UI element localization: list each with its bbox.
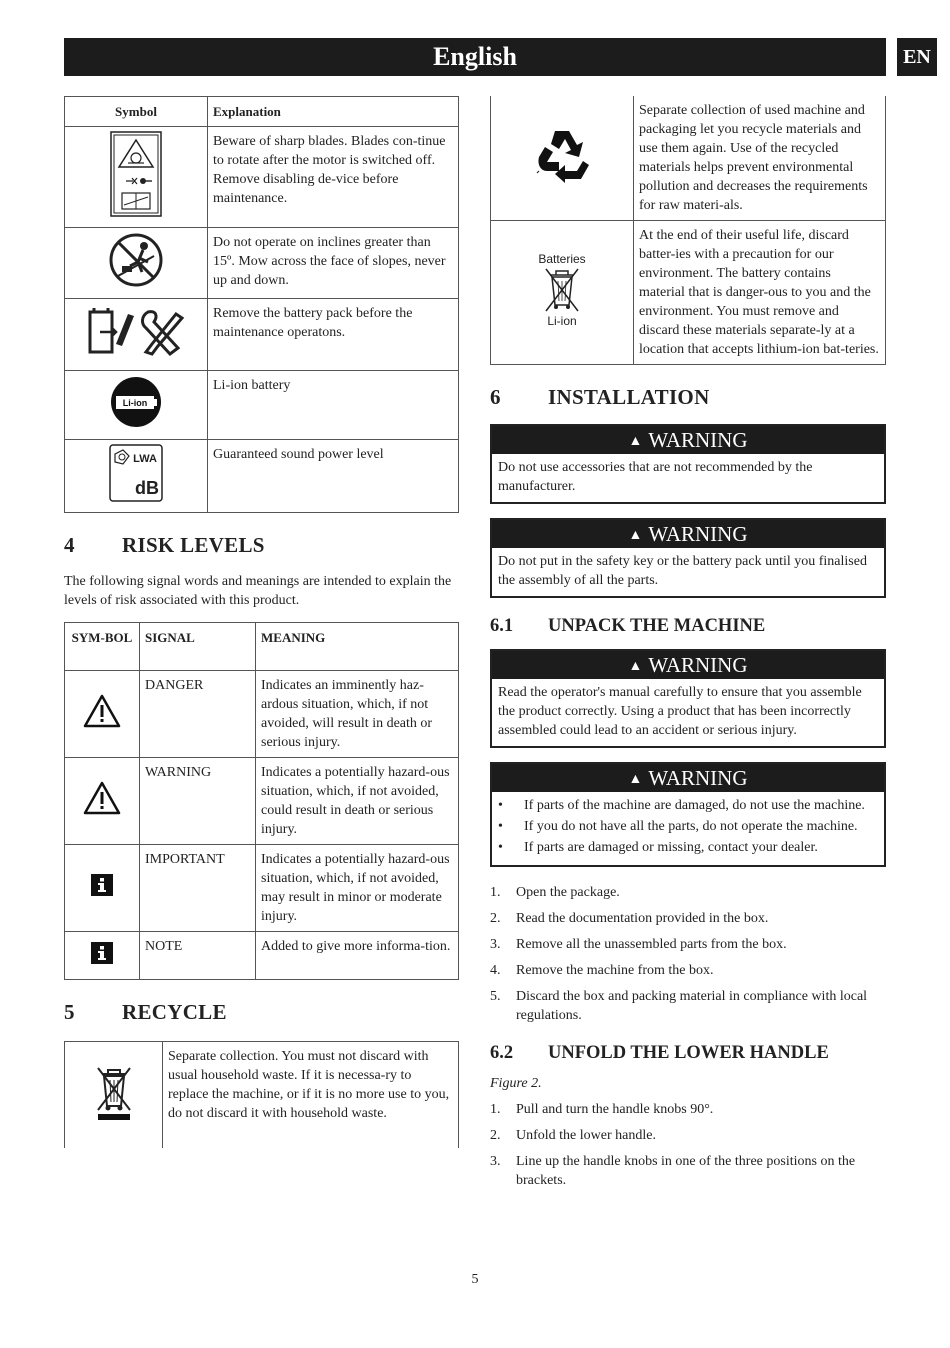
recycle-icon	[533, 127, 591, 183]
svg-text:dB: dB	[135, 478, 159, 498]
svg-text:Li-ion: Li-ion	[122, 398, 148, 408]
section-heading: 4 RISK LEVELS	[64, 533, 265, 557]
battery-bin-icon	[530, 251, 594, 329]
symbol-explanation: Guaranteed sound power level	[208, 440, 459, 513]
symbol-explanation: Do not operate on inclines greater than 15º. Mow across the face of slopes, never up and down.	[208, 228, 459, 299]
list-item: 3. Remove all the unassembled parts from the box.	[490, 937, 787, 952]
signal-column-header: SIGNAL	[140, 623, 256, 671]
list-item: • If parts are damaged or missing, contact your dealer.	[498, 840, 818, 855]
signal-word: NOTE	[140, 932, 256, 980]
warning-header: ▲ WARNING	[492, 520, 884, 548]
meaning-column-header: MEANING	[256, 623, 459, 671]
page-header	[64, 38, 886, 76]
recycle-text: Separate collection. You must not discard with usual household waste. If it is necessa-ry to replace the machine, or if it is no more use to you, do not discard it with household waste.	[163, 1042, 459, 1148]
list-item: 2. Read the documentation provided in the box.	[490, 911, 769, 926]
sound-power-level-icon	[109, 444, 163, 502]
warning-box	[490, 649, 886, 748]
warning-box	[490, 424, 886, 504]
warning-header: ▲ WARNING	[492, 764, 884, 792]
list-item: 1. Pull and turn the handle knobs 90°.	[490, 1102, 714, 1117]
battery-disposal-text: At the end of their useful life, discard batter-ies with a precaution for our environment. The battery contains material that is danger-ous to you and the environment. You must remove and discard these materials separate-ly at a location that accepts lithium-ion bat-teries.	[634, 221, 886, 365]
subsection-heading: 6.1 UNPACK THE MACHINE	[490, 616, 766, 636]
list-item: • If you do not have all the parts, do not operate the machine.	[498, 819, 858, 834]
header-title: English	[433, 42, 517, 71]
risk-table	[64, 622, 459, 980]
warning-icon: ▲	[628, 659, 643, 674]
warning-icon: ▲	[628, 434, 643, 449]
signal-meaning: Added to give more informa-tion.	[256, 932, 459, 980]
warning-header: ▲ WARNING	[492, 651, 884, 679]
signal-meaning: Indicates a potentially hazard-ous situation, which, if not avoided, could result in death or serious injury.	[256, 758, 459, 845]
page-number: 5	[471, 1272, 479, 1287]
unpack-steps	[490, 883, 886, 1025]
right-column	[490, 96, 886, 1197]
remove-battery-maintenance-icon	[86, 304, 186, 360]
signal-meaning: Indicates a potentially hazard-ous situation, which, if not avoided, may result in minor or moderate injury.	[256, 845, 459, 932]
warning-text: Read the operator's manual carefully to ensure that you assemble the product correctly. Using a product that has been incorrectly assembled could lead to an accident or serious injury.	[498, 685, 862, 738]
list-item: • If parts of the machine are damaged, do not use the machine.	[498, 798, 865, 813]
symbol-explanation: Remove the battery pack before the maintenance operatons.	[208, 299, 459, 371]
svg-text:LWA: LWA	[133, 453, 157, 465]
handle-steps	[490, 1100, 886, 1190]
warning-triangle-icon	[83, 694, 121, 728]
warning-text: Do not use accessories that are not recommended by the manufacturer.	[498, 460, 813, 494]
svg-text:Batteries: Batteries	[538, 251, 586, 266]
list-item: 1. Open the package.	[490, 885, 620, 900]
symbol-explanation: Beware of sharp blades. Blades con-tinue to rotate after the motor is switched off. Remove disabling de-vice before maintenance.	[208, 127, 459, 228]
signal-word: WARNING	[140, 758, 256, 845]
warning-box	[490, 518, 886, 598]
warning-list	[492, 792, 884, 865]
warning-box	[490, 762, 886, 867]
warning-text: Do not put in the safety key or the battery pack until you finalised the assembly of all the parts.	[498, 554, 867, 588]
symbol-header: Symbol	[65, 97, 208, 127]
no-slope-icon	[108, 232, 164, 288]
info-icon	[91, 874, 113, 896]
figure-reference: Figure 2.	[490, 1076, 542, 1091]
symbol-explanation: Li-ion battery	[208, 371, 459, 440]
section-heading: 6 INSTALLATION	[490, 385, 710, 409]
section-heading: 5 RECYCLE	[64, 1000, 227, 1024]
warning-icon: ▲	[628, 772, 643, 787]
svg-text:Li-ion: Li-ion	[547, 313, 577, 328]
left-column	[64, 96, 459, 1148]
subsection-heading: 6.2 UNFOLD THE LOWER HANDLE	[490, 1043, 829, 1063]
warning-triangle-icon	[83, 781, 121, 815]
explanation-header: Explanation	[208, 97, 459, 127]
list-item: 3. Line up the handle knobs in one of the three positions on the brackets.	[490, 1154, 856, 1188]
list-item: 4. Remove the machine from the box.	[490, 963, 714, 978]
symbol-table	[64, 96, 459, 513]
blade-warning-icon	[110, 131, 162, 217]
recycle-table-right	[490, 96, 886, 365]
symbol-column-header: SYM-BOL	[65, 623, 140, 671]
li-ion-battery-icon	[109, 375, 163, 429]
signal-word: DANGER	[140, 671, 256, 758]
list-item: 2. Unfold the lower handle.	[490, 1128, 656, 1143]
language-badge: EN	[897, 38, 937, 76]
signal-meaning: Indicates an imminently haz-ardous situation, which, if not avoided, will result in death or serious injury.	[256, 671, 459, 758]
crossed-bin-icon	[94, 1062, 134, 1122]
info-icon	[91, 942, 113, 964]
warning-header: ▲ WARNING	[492, 426, 884, 454]
warning-icon: ▲	[628, 528, 643, 543]
signal-word: IMPORTANT	[140, 845, 256, 932]
recycle-packaging-text: Separate collection of used machine and packaging let you recycle materials and use them again. Use of the recycled materials helps prevent environmental pollution and decreases the requirements for raw materi-als.	[634, 96, 886, 221]
list-item: 5. Discard the box and packing material in compliance with local regulations.	[490, 989, 868, 1023]
risk-intro: The following signal words and meanings are intended to explain the levels of risk associated with this product.	[64, 574, 452, 608]
recycle-table	[64, 1041, 459, 1148]
